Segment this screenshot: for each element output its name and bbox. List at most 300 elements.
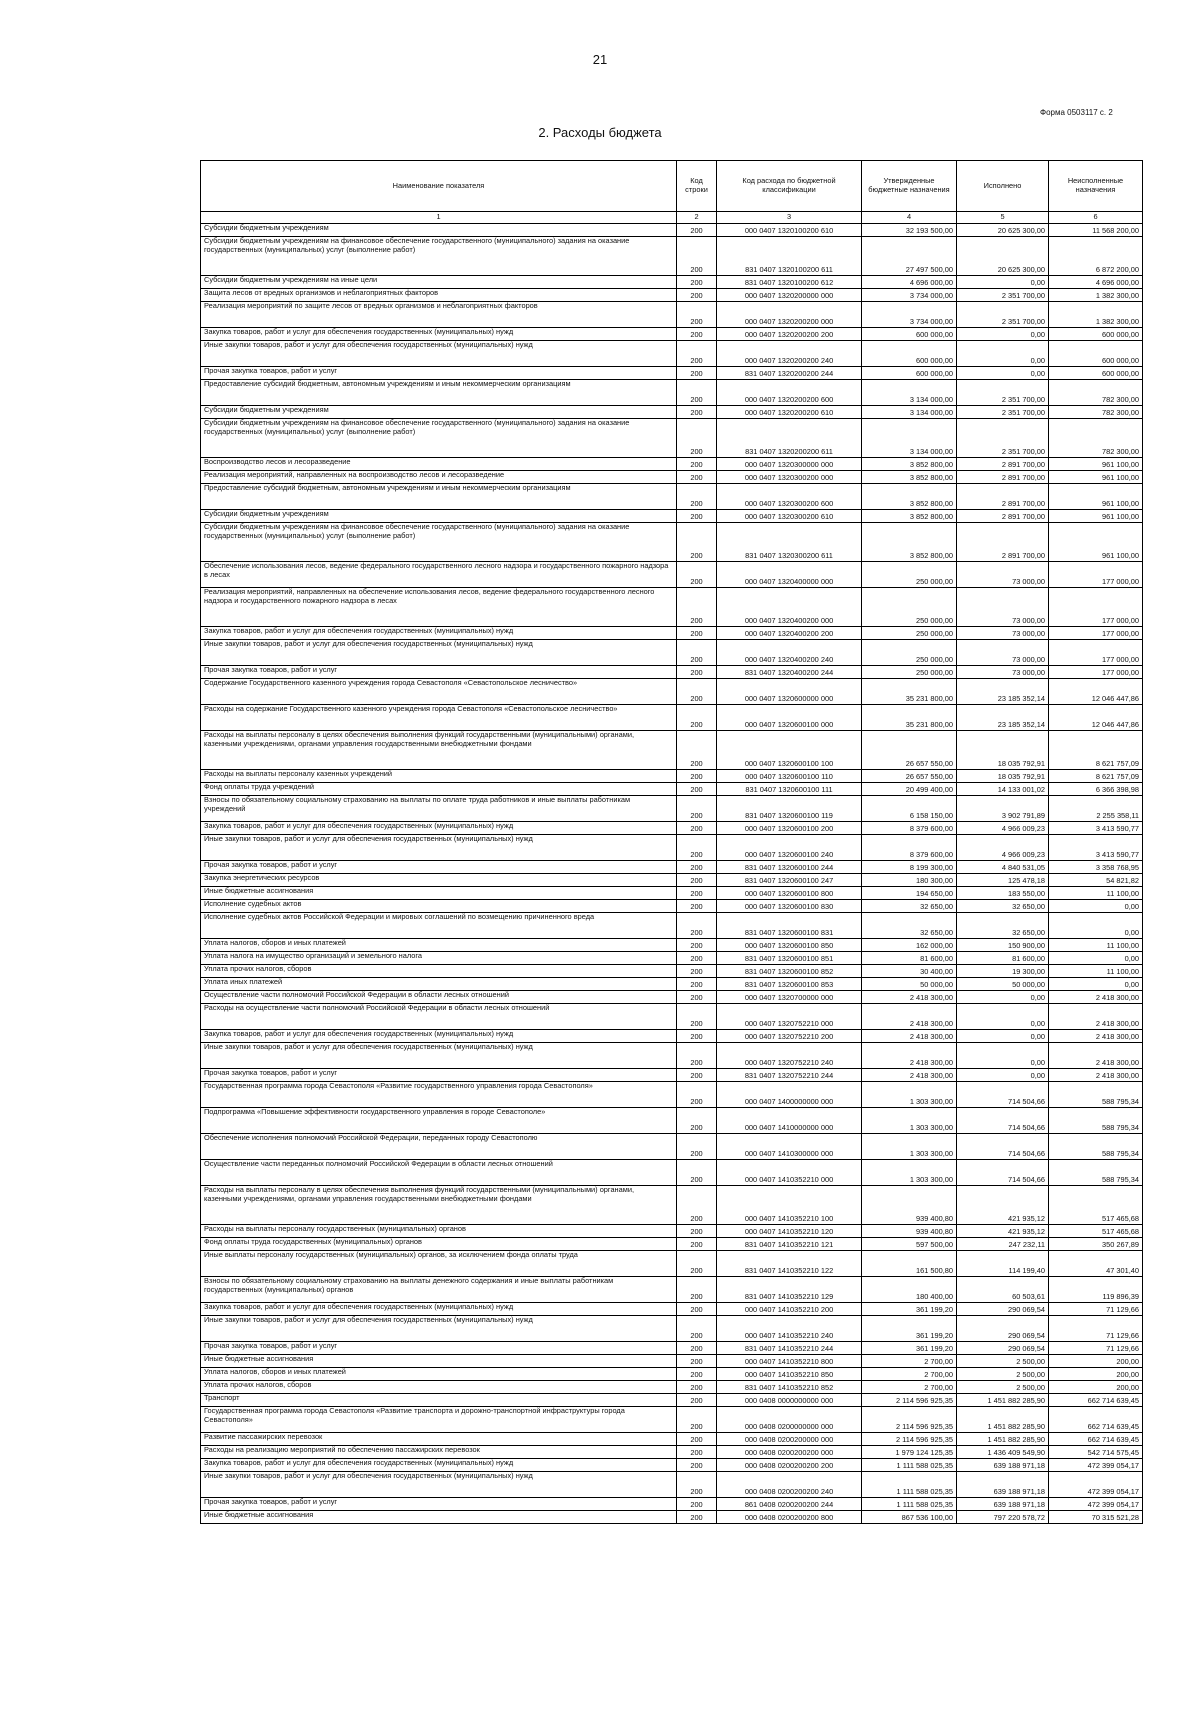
row-executed: 73 000,00 [957,627,1049,640]
row-executed: 2 891 700,00 [957,458,1049,471]
row-unexecuted: 0,00 [1049,900,1143,913]
row-classification-code: 000 0407 1320600100 800 [717,887,862,900]
table-row [201,679,1143,705]
table-row [201,861,1143,874]
row-unexecuted: 70 315 521,28 [1049,1511,1143,1524]
table-row [201,380,1143,406]
row-classification-code: 000 0408 0200000000 000 [717,1407,862,1433]
table-row [201,328,1143,341]
table-row [201,1303,1143,1316]
table-row [201,796,1143,822]
row-approved: 8 199 300,00 [862,861,957,874]
table-row [201,770,1143,783]
table-row [201,523,1143,562]
row-unexecuted: 200,00 [1049,1381,1143,1394]
row-approved: 1 303 300,00 [862,1108,957,1134]
table-row [201,783,1143,796]
row-unexecuted: 119 896,39 [1049,1277,1143,1303]
row-classification-code: 000 0407 1320200200 000 [717,302,862,328]
header-executed: Исполнено [957,161,1049,212]
row-line-code: 200 [677,939,717,952]
row-classification-code: 000 0408 0200200200 000 [717,1446,862,1459]
row-unexecuted: 588 795,34 [1049,1160,1143,1186]
column-number: 5 [957,212,1049,224]
row-approved: 1 303 300,00 [862,1082,957,1108]
row-line-code: 200 [677,406,717,419]
row-executed: 2 500,00 [957,1381,1049,1394]
row-line-code: 200 [677,731,717,770]
row-line-code: 200 [677,913,717,939]
row-name: Субсидии бюджетным учреждениям на иные цели [201,276,677,289]
table-row [201,965,1143,978]
row-approved: 597 500,00 [862,1238,957,1251]
row-line-code: 200 [677,679,717,705]
table-row [201,1394,1143,1407]
row-name: Фонд оплаты труда учреждений [201,783,677,796]
row-line-code: 200 [677,1511,717,1524]
row-name: Защита лесов от вредных организмов и неблагоприятных факторов [201,289,677,302]
row-name: Взносы по обязательному социальному страхованию на выплаты по оплате труда работников и иные выплаты работникам учреждений [201,796,677,822]
row-line-code: 200 [677,588,717,627]
row-unexecuted: 3 413 590,77 [1049,835,1143,861]
row-executed: 421 935,12 [957,1225,1049,1238]
row-approved: 4 696 000,00 [862,276,957,289]
row-name: Расходы на выплаты персоналу в целях обеспечения выполнения функций государственными (муниципальными) органами, казенными учреждениями, органами управления государственными внебюджетными фондами [201,731,677,770]
row-executed: 247 232,11 [957,1238,1049,1251]
row-approved: 361 199,20 [862,1303,957,1316]
table-row [201,666,1143,679]
row-approved: 2 700,00 [862,1368,957,1381]
table-row [201,471,1143,484]
row-unexecuted: 8 621 757,09 [1049,731,1143,770]
table-row [201,1004,1143,1030]
row-name: Иные закупки товаров, работ и услуг для обеспечения государственных (муниципальных) нужд [201,1043,677,1069]
row-executed: 0,00 [957,991,1049,1004]
row-approved: 250 000,00 [862,588,957,627]
row-classification-code: 000 0407 1320300200 600 [717,484,862,510]
row-unexecuted: 11 100,00 [1049,965,1143,978]
row-approved: 3 852 800,00 [862,484,957,510]
row-name: Прочая закупка товаров, работ и услуг [201,1069,677,1082]
row-approved: 250 000,00 [862,640,957,666]
row-line-code: 200 [677,1251,717,1277]
row-unexecuted: 12 046 447,86 [1049,705,1143,731]
row-executed: 2 351 700,00 [957,289,1049,302]
row-name: Субсидии бюджетным учреждениям [201,510,677,523]
row-executed: 2 500,00 [957,1368,1049,1381]
row-classification-code: 000 0407 1320600100 200 [717,822,862,835]
row-line-code: 200 [677,835,717,861]
row-classification-code: 000 0408 0200200200 200 [717,1459,862,1472]
row-line-code: 200 [677,1446,717,1459]
row-name: Прочая закупка товаров, работ и услуг [201,1498,677,1511]
row-line-code: 200 [677,289,717,302]
row-classification-code: 000 0407 1410352210 000 [717,1160,862,1186]
row-approved: 600 000,00 [862,328,957,341]
row-unexecuted: 472 399 054,17 [1049,1498,1143,1511]
row-name: Иные выплаты персоналу государственных (муниципальных) органов, за исключением фонда оплаты труда [201,1251,677,1277]
table-row [201,627,1143,640]
row-approved: 939 400,80 [862,1186,957,1225]
row-unexecuted: 1 382 300,00 [1049,289,1143,302]
table-row [201,900,1143,913]
row-executed: 19 300,00 [957,965,1049,978]
table-row [201,1407,1143,1433]
row-executed: 23 185 352,14 [957,679,1049,705]
row-name: Иные закупки товаров, работ и услуг для обеспечения государственных (муниципальных) нужд [201,341,677,367]
row-line-code: 200 [677,1355,717,1368]
row-unexecuted: 6 366 398,98 [1049,783,1143,796]
row-name: Государственная программа города Севастополя «Развитие государственного управления города Севастополя» [201,1082,677,1108]
row-approved: 35 231 800,00 [862,705,957,731]
row-name: Субсидии бюджетным учреждениям [201,224,677,237]
row-unexecuted: 662 714 639,45 [1049,1407,1143,1433]
row-approved: 26 657 550,00 [862,731,957,770]
row-line-code: 200 [677,510,717,523]
row-unexecuted: 3 358 768,95 [1049,861,1143,874]
table-row [201,367,1143,380]
row-approved: 3 852 800,00 [862,523,957,562]
row-approved: 180 400,00 [862,1277,957,1303]
row-name: Реализация мероприятий, направленных на обеспечение использования лесов, ведение федерального государственного лесного надзора и государственного пожарного надзора в лесах [201,588,677,627]
row-classification-code: 831 0407 1410352210 129 [717,1277,862,1303]
row-classification-code: 000 0407 1320600100 240 [717,835,862,861]
row-classification-code: 000 0407 1320300000 000 [717,458,862,471]
table-row [201,1069,1143,1082]
row-line-code: 200 [677,1186,717,1225]
row-name: Воспроизводство лесов и лесоразведение [201,458,677,471]
row-approved: 81 600,00 [862,952,957,965]
row-classification-code: 831 0407 1320200200 244 [717,367,862,380]
row-classification-code: 000 0407 1320752210 200 [717,1030,862,1043]
row-classification-code: 861 0408 0200200200 244 [717,1498,862,1511]
row-classification-code: 000 0408 0200200200 240 [717,1472,862,1498]
row-classification-code: 000 0407 1320100200 610 [717,224,862,237]
row-approved: 26 657 550,00 [862,770,957,783]
row-line-code: 200 [677,900,717,913]
row-executed: 0,00 [957,276,1049,289]
header-approved: Утвержденные бюджетные назначения [862,161,957,212]
table-row [201,835,1143,861]
row-name: Иные бюджетные ассигнования [201,887,677,900]
row-name: Уплата налогов, сборов и иных платежей [201,939,677,952]
row-approved: 250 000,00 [862,627,957,640]
row-approved: 3 134 000,00 [862,406,957,419]
row-line-code: 200 [677,380,717,406]
row-unexecuted: 961 100,00 [1049,523,1143,562]
row-unexecuted: 2 418 300,00 [1049,991,1143,1004]
row-approved: 361 199,20 [862,1316,957,1342]
row-classification-code: 831 0407 1320600100 851 [717,952,862,965]
row-classification-code: 000 0407 1320300200 610 [717,510,862,523]
row-executed: 1 451 882 285,90 [957,1407,1049,1433]
row-name: Закупка товаров, работ и услуг для обеспечения государственных (муниципальных) нужд [201,1303,677,1316]
budget-expenses-table [200,160,1143,1524]
row-unexecuted: 177 000,00 [1049,666,1143,679]
row-executed: 714 504,66 [957,1134,1049,1160]
row-name: Государственная программа города Севастополя «Развитие транспорта и дорожно-транспортной инфраструктуры города Севастополя» [201,1407,677,1433]
row-executed: 0,00 [957,367,1049,380]
row-name: Закупка товаров, работ и услуг для обеспечения государственных (муниципальных) нужд [201,328,677,341]
row-unexecuted: 350 267,89 [1049,1238,1143,1251]
row-line-code: 200 [677,952,717,965]
row-approved: 2 114 596 925,35 [862,1407,957,1433]
row-classification-code: 831 0407 1410352210 244 [717,1342,862,1355]
table-row [201,1238,1143,1251]
row-unexecuted: 11 568 200,00 [1049,224,1143,237]
row-executed: 2 891 700,00 [957,510,1049,523]
table-row [201,289,1143,302]
row-unexecuted: 588 795,34 [1049,1134,1143,1160]
row-line-code: 200 [677,341,717,367]
row-unexecuted: 782 300,00 [1049,406,1143,419]
row-unexecuted: 600 000,00 [1049,367,1143,380]
row-unexecuted: 2 418 300,00 [1049,1030,1143,1043]
table-row [201,822,1143,835]
row-classification-code: 000 0407 1320600100 830 [717,900,862,913]
row-unexecuted: 71 129,66 [1049,1316,1143,1342]
row-unexecuted: 2 418 300,00 [1049,1004,1143,1030]
row-line-code: 200 [677,1030,717,1043]
row-name: Обеспечение использования лесов, ведение федерального государственного лесного надзора и государственного пожарного надзора в лесах [201,562,677,588]
row-executed: 0,00 [957,1004,1049,1030]
row-unexecuted: 782 300,00 [1049,419,1143,458]
row-name: Иные закупки товаров, работ и услуг для обеспечения государственных (муниципальных) нужд [201,640,677,666]
row-line-code: 200 [677,1238,717,1251]
row-unexecuted: 1 382 300,00 [1049,302,1143,328]
row-executed: 714 504,66 [957,1082,1049,1108]
row-classification-code: 831 0407 1320600100 852 [717,965,862,978]
table-row [201,341,1143,367]
row-classification-code: 000 0407 1320200000 000 [717,289,862,302]
row-line-code: 200 [677,1277,717,1303]
row-classification-code: 831 0407 1320600100 244 [717,861,862,874]
row-name: Прочая закупка товаров, работ и услуг [201,1342,677,1355]
row-executed: 714 504,66 [957,1108,1049,1134]
row-executed: 18 035 792,91 [957,731,1049,770]
row-executed: 14 133 001,02 [957,783,1049,796]
row-line-code: 200 [677,1082,717,1108]
row-name: Реализация мероприятий, направленных на воспроизводство лесов и лесоразведение [201,471,677,484]
row-executed: 0,00 [957,341,1049,367]
row-approved: 2 418 300,00 [862,1004,957,1030]
row-unexecuted: 54 821,82 [1049,874,1143,887]
table-row [201,991,1143,1004]
row-approved: 35 231 800,00 [862,679,957,705]
row-classification-code: 000 0407 1320200200 240 [717,341,862,367]
row-approved: 32 650,00 [862,900,957,913]
row-name: Закупка товаров, работ и услуг для обеспечения государственных (муниципальных) нужд [201,1030,677,1043]
row-line-code: 200 [677,484,717,510]
table-row [201,952,1143,965]
row-classification-code: 000 0407 1410000000 000 [717,1108,862,1134]
row-classification-code: 831 0407 1320600100 831 [717,913,862,939]
table-row [201,406,1143,419]
row-name: Иные бюджетные ассигнования [201,1511,677,1524]
row-classification-code: 831 0407 1320600100 111 [717,783,862,796]
row-classification-code: 000 0407 1320600100 000 [717,705,862,731]
row-classification-code: 831 0407 1320600100 119 [717,796,862,822]
row-approved: 600 000,00 [862,341,957,367]
row-executed: 714 504,66 [957,1160,1049,1186]
row-name: Прочая закупка товаров, работ и услуг [201,666,677,679]
row-line-code: 200 [677,302,717,328]
row-unexecuted: 6 872 200,00 [1049,237,1143,276]
row-approved: 2 418 300,00 [862,1043,957,1069]
row-executed: 3 902 791,89 [957,796,1049,822]
row-line-code: 200 [677,1316,717,1342]
row-executed: 2 891 700,00 [957,523,1049,562]
row-approved: 250 000,00 [862,666,957,679]
row-classification-code: 000 0407 1410300000 000 [717,1134,862,1160]
row-name: Прочая закупка товаров, работ и услуг [201,367,677,380]
row-name: Исполнение судебных актов [201,900,677,913]
column-number: 2 [677,212,717,224]
row-executed: 0,00 [957,1069,1049,1082]
row-name: Исполнение судебных актов Российской Федерации и мировых соглашений по возмещению причиненного вреда [201,913,677,939]
row-executed: 20 625 300,00 [957,237,1049,276]
row-approved: 1 111 588 025,35 [862,1472,957,1498]
table-row [201,1316,1143,1342]
row-unexecuted: 0,00 [1049,952,1143,965]
header-line-code: Код строки [677,161,717,212]
row-executed: 2 500,00 [957,1355,1049,1368]
row-classification-code: 000 0407 1410352210 240 [717,1316,862,1342]
row-executed: 290 069,54 [957,1316,1049,1342]
table-row [201,1225,1143,1238]
row-approved: 939 400,80 [862,1225,957,1238]
row-unexecuted: 12 046 447,86 [1049,679,1143,705]
row-unexecuted: 2 418 300,00 [1049,1069,1143,1082]
row-unexecuted: 177 000,00 [1049,588,1143,627]
row-executed: 60 503,61 [957,1277,1049,1303]
row-line-code: 200 [677,705,717,731]
row-approved: 30 400,00 [862,965,957,978]
row-classification-code: 831 0407 1410352210 121 [717,1238,862,1251]
table-row [201,588,1143,627]
row-executed: 797 220 578,72 [957,1511,1049,1524]
row-classification-code: 000 0407 1320600100 100 [717,731,862,770]
column-number: 4 [862,212,957,224]
header-unexecuted: Неисполненные назначения [1049,161,1143,212]
row-approved: 2 114 596 925,35 [862,1433,957,1446]
row-executed: 114 199,40 [957,1251,1049,1277]
row-unexecuted: 71 129,66 [1049,1303,1143,1316]
row-executed: 0,00 [957,1030,1049,1043]
table-row [201,1355,1143,1368]
row-approved: 32 650,00 [862,913,957,939]
table-row [201,939,1143,952]
row-executed: 4 840 531,05 [957,861,1049,874]
row-executed: 290 069,54 [957,1303,1049,1316]
row-approved: 3 134 000,00 [862,419,957,458]
row-line-code: 200 [677,991,717,1004]
row-approved: 250 000,00 [862,562,957,588]
table-row [201,1251,1143,1277]
table-row [201,1446,1143,1459]
row-line-code: 200 [677,822,717,835]
table-row [201,1082,1143,1108]
row-approved: 2 700,00 [862,1381,957,1394]
table-row [201,276,1143,289]
table-row [201,1043,1143,1069]
table-body [201,224,1143,1524]
row-approved: 3 852 800,00 [862,471,957,484]
row-line-code: 200 [677,640,717,666]
row-executed: 150 900,00 [957,939,1049,952]
row-line-code: 200 [677,874,717,887]
row-name: Подпрограмма «Повышение эффективности государственного управления в городе Севастополе» [201,1108,677,1134]
row-unexecuted: 600 000,00 [1049,341,1143,367]
row-executed: 4 966 009,23 [957,835,1049,861]
row-name: Закупка товаров, работ и услуг для обеспечения государственных (муниципальных) нужд [201,822,677,835]
row-executed: 32 650,00 [957,900,1049,913]
row-classification-code: 000 0407 1320300200 000 [717,471,862,484]
row-line-code: 200 [677,861,717,874]
row-unexecuted: 11 100,00 [1049,887,1143,900]
row-classification-code: 000 0407 1320200200 200 [717,328,862,341]
row-line-code: 200 [677,1069,717,1082]
row-unexecuted: 662 714 639,45 [1049,1433,1143,1446]
row-unexecuted: 961 100,00 [1049,510,1143,523]
table-row [201,1134,1143,1160]
row-classification-code: 000 0407 1410352210 200 [717,1303,862,1316]
table-row [201,510,1143,523]
row-unexecuted: 588 795,34 [1049,1108,1143,1134]
row-classification-code: 831 0407 1410352210 122 [717,1251,862,1277]
table-row [201,1342,1143,1355]
row-name: Уплата прочих налогов, сборов [201,1381,677,1394]
table-row [201,237,1143,276]
table-row [201,874,1143,887]
row-name: Субсидии бюджетным учреждениям на финансовое обеспечение государственного (муниципального) задания на оказание государственных (муниципальных) услуг (выполнение работ) [201,523,677,562]
row-executed: 81 600,00 [957,952,1049,965]
table-row [201,705,1143,731]
row-line-code: 200 [677,965,717,978]
row-name: Содержание Государственного казенного учреждения города Севастополя «Севастопольское лесничество» [201,679,677,705]
row-name: Иные закупки товаров, работ и услуг для обеспечения государственных (муниципальных) нужд [201,835,677,861]
row-approved: 867 536 100,00 [862,1511,957,1524]
row-unexecuted: 4 696 000,00 [1049,276,1143,289]
row-classification-code: 831 0407 1320200200 611 [717,419,862,458]
row-classification-code: 831 0407 1320400200 244 [717,666,862,679]
column-number: 6 [1049,212,1143,224]
row-classification-code: 831 0407 1320300200 611 [717,523,862,562]
row-line-code: 200 [677,1108,717,1134]
row-approved: 20 499 400,00 [862,783,957,796]
row-line-code: 200 [677,887,717,900]
header-indicator-name: Наименование показателя [201,161,677,212]
row-line-code: 200 [677,627,717,640]
table-row [201,978,1143,991]
row-executed: 73 000,00 [957,562,1049,588]
row-name: Расходы на выплаты персоналу казенных учреждений [201,770,677,783]
row-classification-code: 000 0407 1320400200 240 [717,640,862,666]
row-classification-code: 000 0407 1410352210 850 [717,1368,862,1381]
row-unexecuted: 472 399 054,17 [1049,1472,1143,1498]
row-classification-code: 000 0408 0200200200 800 [717,1511,862,1524]
row-classification-code: 831 0407 1320100200 612 [717,276,862,289]
row-approved: 162 000,00 [862,939,957,952]
row-executed: 50 000,00 [957,978,1049,991]
row-approved: 3 734 000,00 [862,302,957,328]
row-classification-code: 000 0407 1320400200 200 [717,627,862,640]
row-executed: 18 035 792,91 [957,770,1049,783]
row-unexecuted: 600 000,00 [1049,328,1143,341]
row-executed: 23 185 352,14 [957,705,1049,731]
row-unexecuted: 961 100,00 [1049,471,1143,484]
row-unexecuted: 517 465,68 [1049,1225,1143,1238]
